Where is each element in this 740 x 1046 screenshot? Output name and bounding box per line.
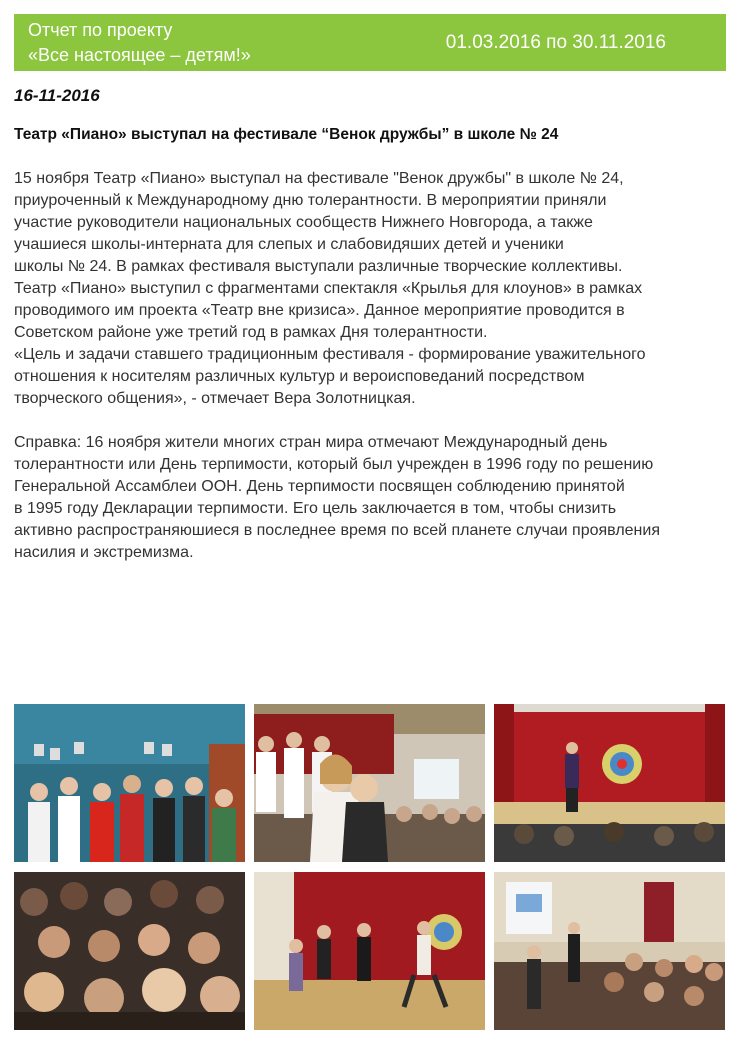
photo-audience-hall xyxy=(254,704,485,862)
article-date: 16-11-2016 xyxy=(14,86,100,105)
paragraph-1-line: 15 ноября Театр «Пиано» выступал на фестивале "Венок дружбы" в школе № 24, xyxy=(14,170,624,187)
photo-group-children xyxy=(14,704,245,862)
project-title-line1: Отчет по проекту xyxy=(28,20,173,40)
project-title xyxy=(28,18,251,68)
paragraph-1-line: творческого общения», - отмечает Вера Золотницкая. xyxy=(14,390,416,407)
paragraph-2-line: активно распространяюшиеся в последнее время по всей планете случаи проявления xyxy=(14,522,660,539)
paragraph-2-line: в 1995 году Декларации терпимости. Его цель заключается в том, чтобы снизить xyxy=(14,500,617,517)
paragraph-2-line: толерантности или День терпимости, который был учрежден в 1996 году по решению xyxy=(14,456,654,473)
paragraph-1-line: проводимого им проекта «Театр вне кризиса». Данное мероприятие проводится в xyxy=(14,302,625,319)
paragraph-1-line: приуроченный к Международному дню толерантности. В мероприятии приняли xyxy=(14,192,607,209)
paragraph-1-line: Советском районе уже третий год в рамках Дня толерантности. xyxy=(14,324,488,341)
article-headline: Театр «Пиано» выступал на фестивале “Венок дружбы” в школе № 24 xyxy=(14,126,559,143)
paragraph-1-line: отношения к носителям различных культур и вероисповеданий посредством xyxy=(14,368,585,385)
project-title-line2: «Все настоящее – детям!» xyxy=(28,45,251,65)
paragraph-1-line: «Цель и задачи ставшего традиционным фестиваля - формирование уважительного xyxy=(14,346,646,363)
article-body xyxy=(14,168,726,564)
photo-audience-applause xyxy=(14,872,245,1030)
photo-stage-dancer xyxy=(494,704,725,862)
paragraph-2 xyxy=(14,432,726,564)
paragraph-2-line: насилия и экстремизма. xyxy=(14,544,194,561)
paragraph-1-line: Театр «Пиано» выступил с фрагментами спектакля «Крылья для клоунов» в рамках xyxy=(14,280,643,297)
photo-dance-performance xyxy=(254,872,485,1030)
paragraph-1-line: учашиеся школы-интерната для слепых и слабовидяших детей и ученики xyxy=(14,236,564,253)
paragraph-2-line: Генеральной Ассамблеи ООН. День терпимости посвящен соблюдению принятой xyxy=(14,478,625,495)
paragraph-1-line: участие руководители национальных сообществ Нижнего Новгорода, а также xyxy=(14,214,593,231)
paragraph-2-line: Справка: 16 ноября жители многих стран мира отмечают Международный день xyxy=(14,434,608,451)
photo-hall-screen xyxy=(494,872,725,1030)
report-header-banner xyxy=(14,14,726,71)
project-dates: 01.03.2016 по 30.11.2016 xyxy=(445,32,666,53)
paragraph-1 xyxy=(14,168,726,410)
paragraph-1-line: школы № 24. В рамках фестиваля выступали различные творческие коллективы. xyxy=(14,258,623,275)
